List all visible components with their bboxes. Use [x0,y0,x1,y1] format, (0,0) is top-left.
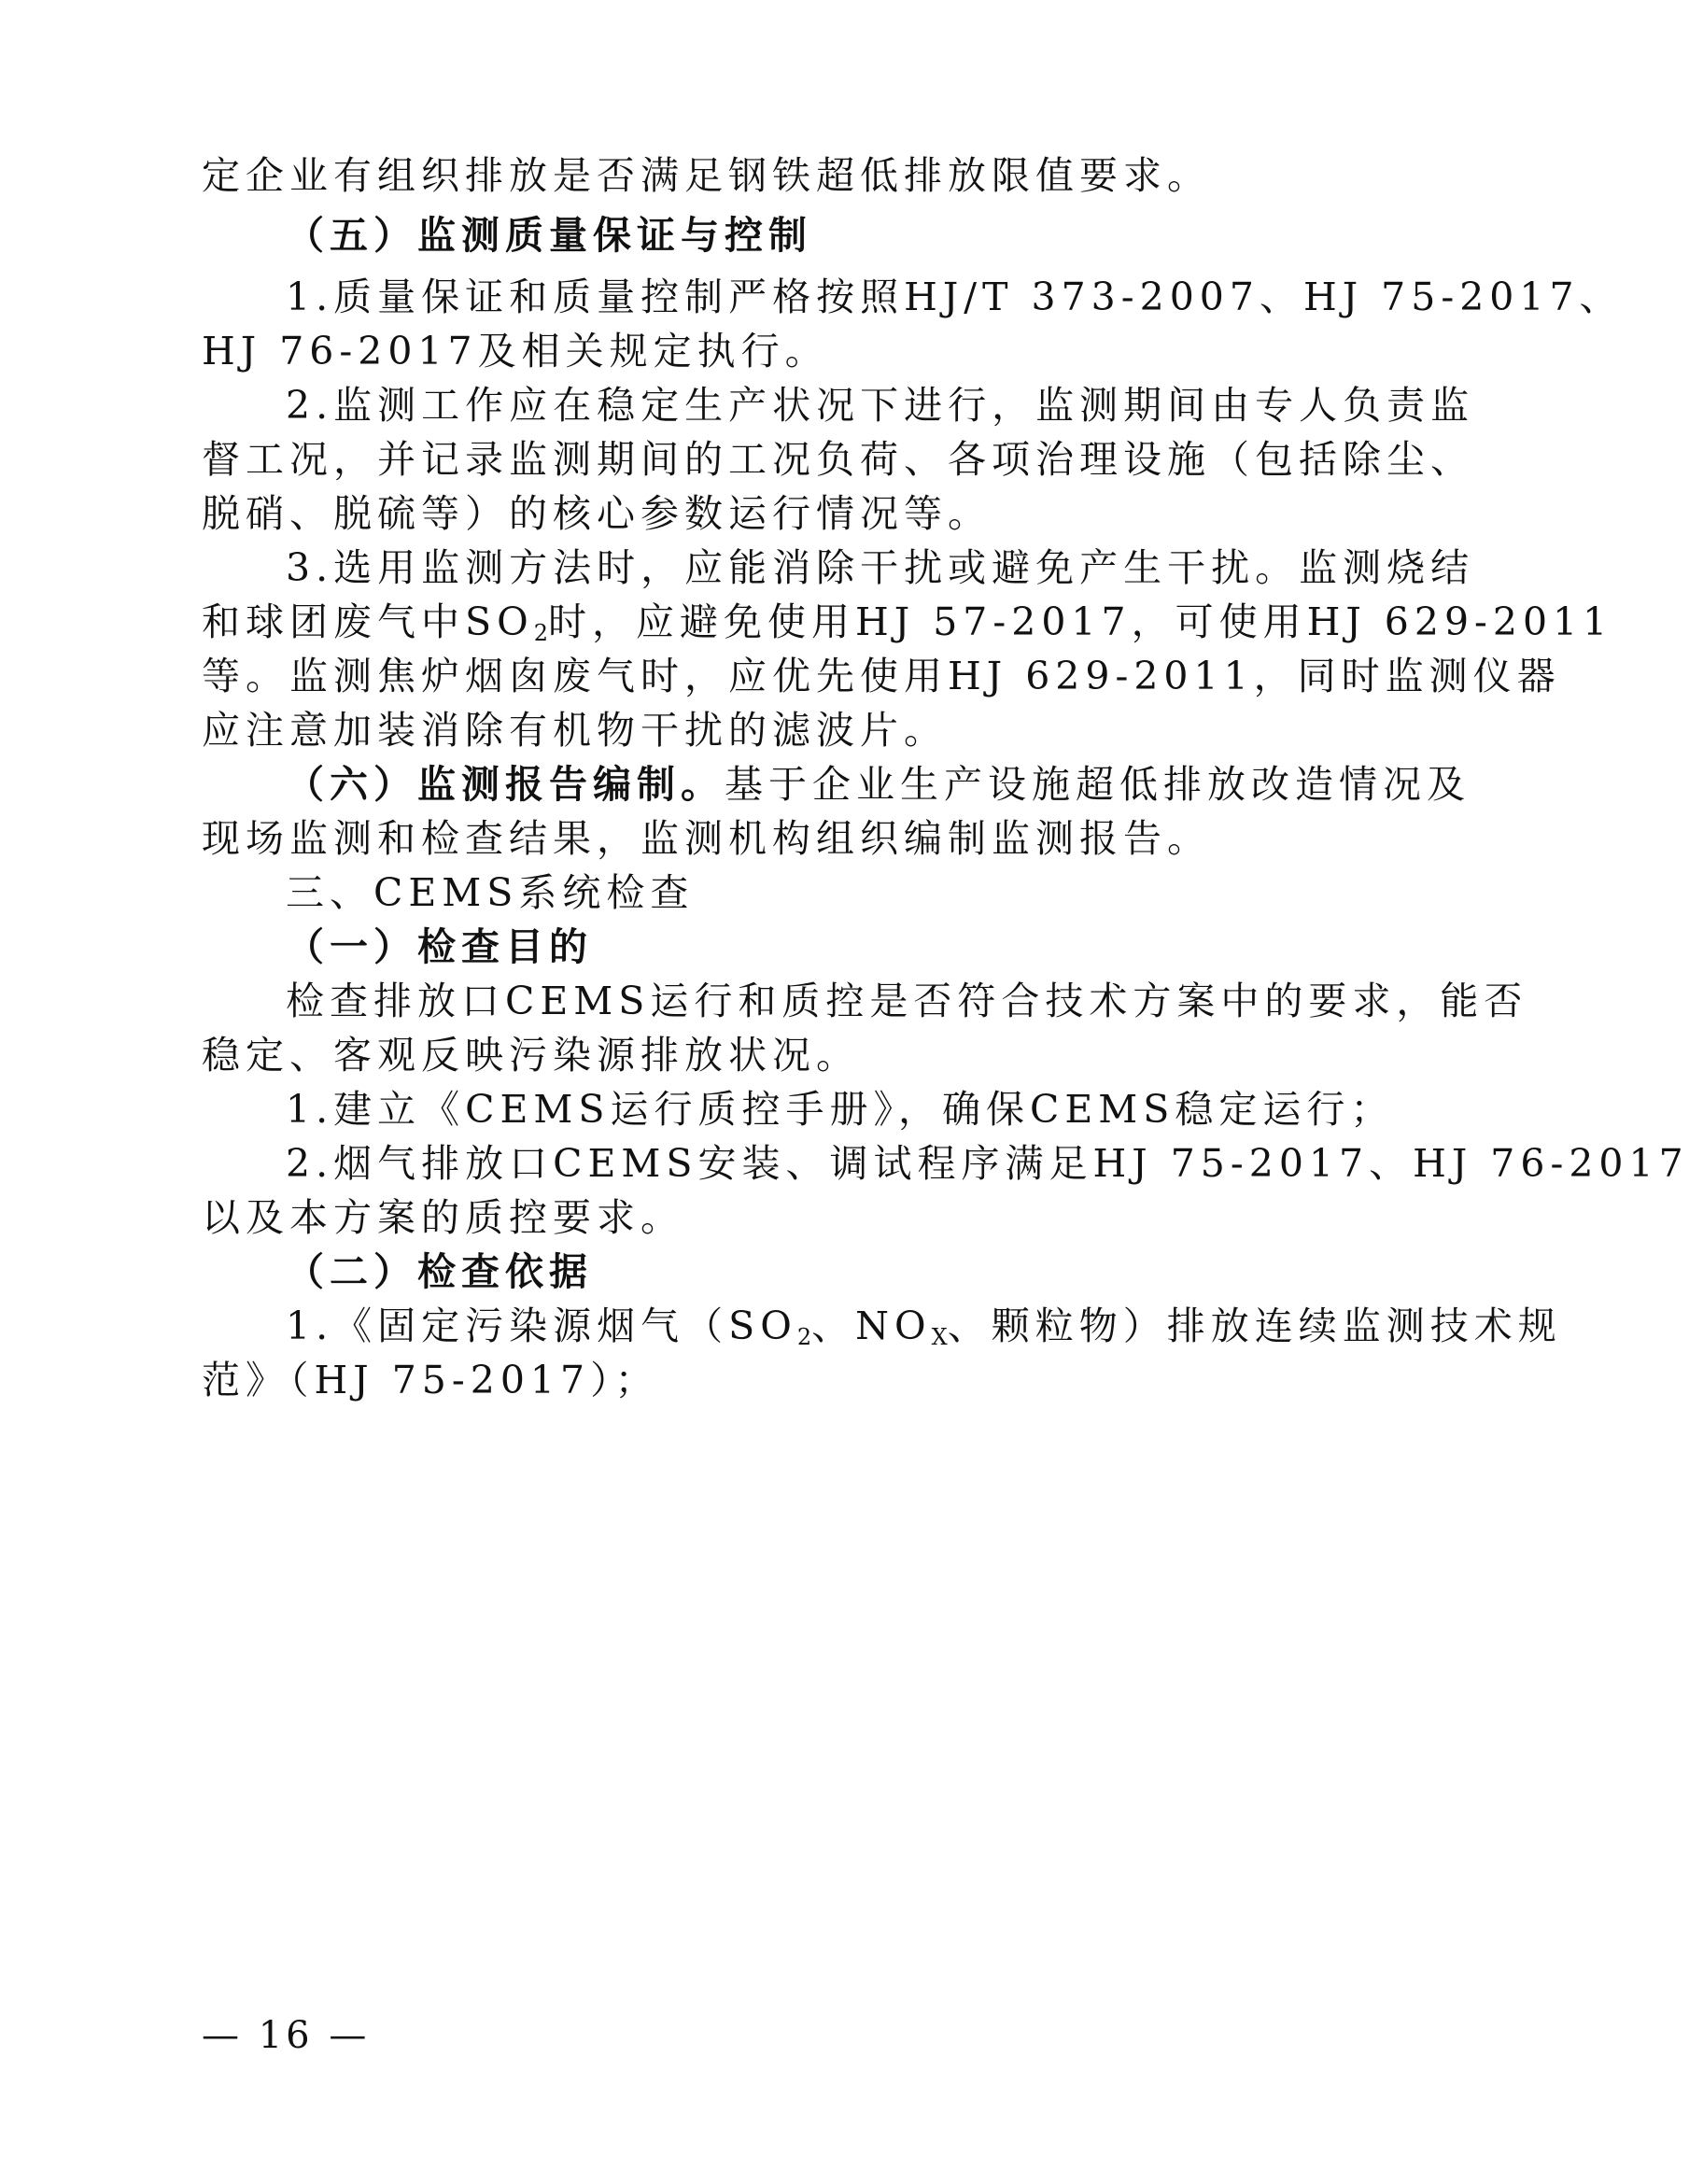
chapter-heading: 三、CEMS系统检查 [286,870,695,915]
page-number: — 16 — [202,2014,371,2057]
paragraph-line: 稳定、客观反映污染源排放状况。 [202,1033,860,1078]
paragraph-line: 1.建立《CEMS运行质控手册》，确保CEMS稳定运行； [286,1087,1395,1132]
paragraph-line: 督工况，并记录监测期间的工况负荷、各项治理设施（包括除尘、 [202,437,1474,482]
paragraph-line: 范》（HJ 75-2017）； [202,1358,659,1402]
text-segment: 时，应避免使用HJ 57-2017，可使用HJ 629-2011 [547,599,1613,644]
text-segment: 、颗粒物）排放连续监测技术规 [947,1303,1562,1348]
text-segment: 和球团废气中SO [202,599,534,644]
paragraph-line: 现场监测和检查结果，监测机构组织编制监测报告。 [202,816,1211,861]
paragraph-line: 2.烟气排放口CEMS安装、调试程序满足HJ 75-2017、HJ 76-2017 [286,1141,1689,1186]
paragraph-line [286,756,1471,812]
paragraph-line: 以及本方案的质控要求。 [202,1195,684,1240]
paragraph-line: 1.质量保证和质量控制严格按照HJ/T 373-2007、HJ 75-2017、 [286,275,1624,319]
subscript: X [931,1324,948,1350]
section-heading-5: （五）监测质量保证与控制 [286,213,812,258]
paragraph-line: 应注意加装消除有机物干扰的滤波片。 [202,708,948,753]
paragraph-line: 等。监测焦炉烟囱废气时，应优先使用HJ 629-2011，同时监测仪器 [202,654,1561,698]
inline-heading-6: （六）监测报告编制。 [286,762,725,807]
paragraph-line: 脱硝、脱硫等）的核心参数运行情况等。 [202,491,992,536]
section-heading-1: （一）检查目的 [286,924,593,969]
subscript: 2 [533,620,548,646]
text-segment: 、NO [811,1303,932,1348]
paragraph-line: 定企业有组织排放是否满足钢铁超低排放限值要求。 [202,153,1211,198]
paragraph-line: HJ 76-2017及相关规定执行。 [202,329,829,373]
text-segment: 基于企业生产设施超低排放改造情况及 [725,762,1471,807]
subscript: 2 [796,1324,812,1350]
paragraph-line: 检查排放口CEMS运行和质控是否符合技术方案中的要求，能否 [286,979,1528,1023]
text-segment: 1.《固定污染源烟气（SO [286,1303,797,1348]
paragraph-line: 3.选用监测方法时，应能消除干扰或避免产生干扰。监测烧结 [286,545,1475,590]
section-heading-2: （二）检查依据 [286,1249,593,1294]
paragraph-line: 2.监测工作应在稳定生产状况下进行，监测期间由专人负责监 [286,383,1475,428]
